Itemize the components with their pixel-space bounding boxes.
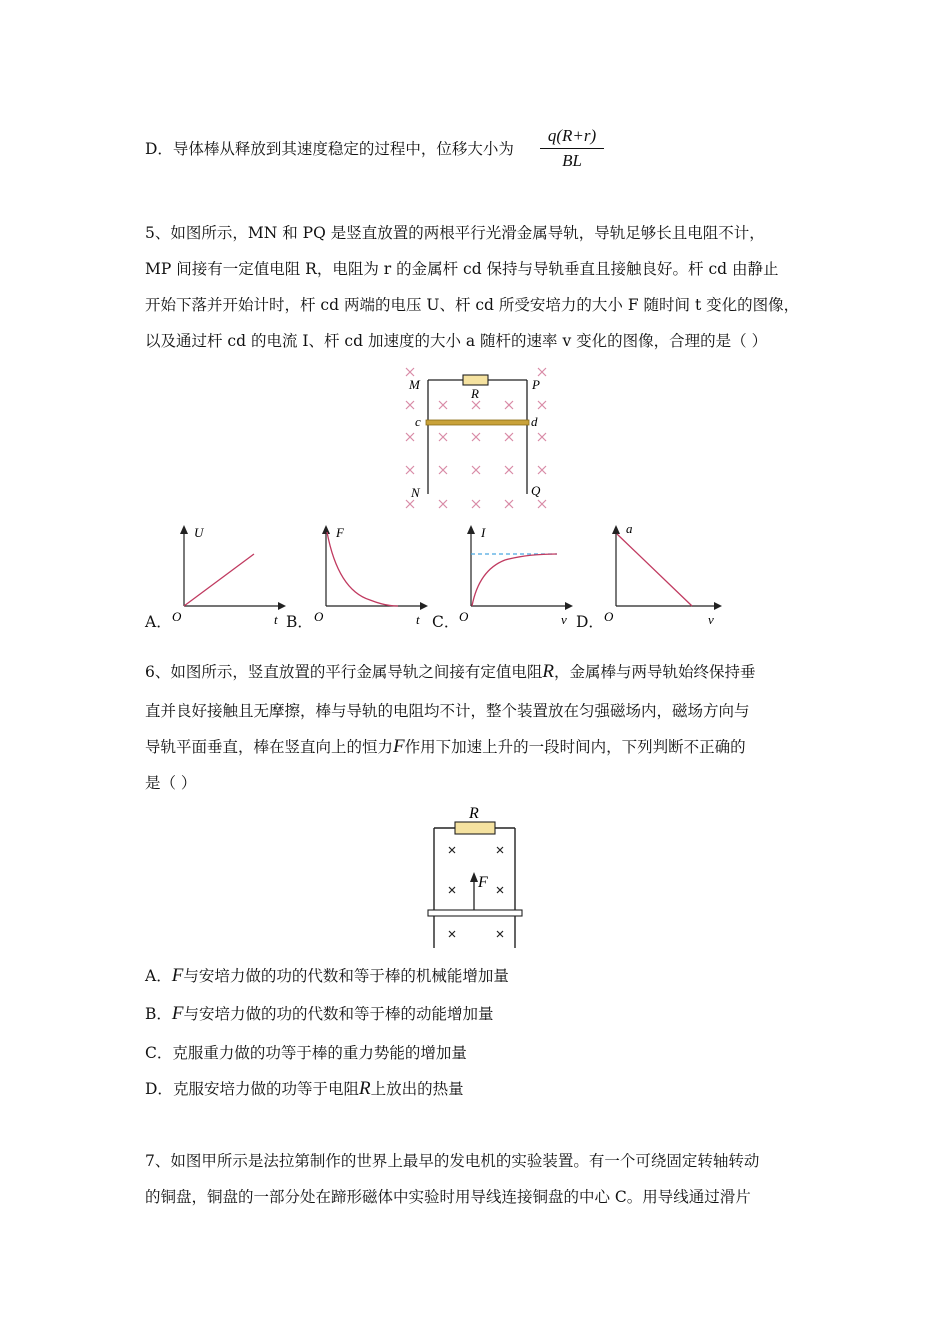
field-cross — [406, 500, 414, 508]
field-cross — [538, 401, 546, 409]
field-cross — [439, 466, 447, 474]
q5-rail-figure — [400, 362, 560, 517]
q4-fraction-denominator: BL — [562, 151, 582, 170]
q5-label-n: N — [411, 485, 420, 500]
q6-option-a-label: A． — [145, 967, 172, 985]
field-cross — [538, 500, 546, 508]
q4-option-d-text: D．导体棒从释放到其速度稳定的过程中，位移大小为 — [145, 140, 514, 158]
q5-rod-cd — [426, 420, 529, 425]
q5-option-c-label: C． — [432, 613, 460, 631]
q6-line-3-pre: 导轨平面垂直，棒在竖直向上的恒力 — [145, 738, 394, 756]
q6-line-3 — [145, 737, 746, 757]
q5-graph-d-origin: O — [604, 609, 614, 624]
q6-option-a-var: F — [171, 965, 184, 986]
q5-graph-a-xlabel: t — [274, 612, 278, 627]
q7-line-2: 的铜盘，铜盘的一部分处在蹄形磁体中实验时用导线连接铜盘的中心 C。用导线通过滑片 — [145, 1188, 751, 1206]
q6-option-c — [145, 1043, 467, 1063]
q6-line-3-post: 作用下加速上升的一段时间内，下列判断不正确的 — [404, 738, 746, 756]
q5-graph-c-curve — [472, 554, 557, 606]
field-cross — [406, 466, 414, 474]
q6-option-c-label: C． — [145, 1044, 173, 1062]
q5-graph-d-xlabel: v — [708, 612, 714, 627]
field-cross — [505, 500, 513, 508]
q6-line-1 — [145, 662, 756, 682]
field-cross — [406, 433, 414, 441]
field-cross — [505, 466, 513, 474]
q6-option-d-label: D． — [145, 1080, 173, 1098]
q6-figure — [422, 800, 532, 950]
q5-graph-c-origin: O — [459, 609, 469, 624]
q6-rod — [428, 910, 522, 916]
q4-option-d — [145, 139, 514, 159]
q5-graph-d-curve — [617, 534, 692, 606]
q5-graph-b-ylabel: F — [336, 525, 344, 540]
q5-option-b-label: B． — [286, 613, 313, 631]
q6-line-4: 是（ ） — [145, 774, 197, 792]
field-cross — [439, 433, 447, 441]
q6-option-d — [145, 1079, 464, 1099]
q6-option-d-var: R — [358, 1078, 371, 1099]
q5-resistor — [463, 375, 488, 385]
q6-line-1-var: R — [542, 661, 554, 682]
q5-graph-a-ylabel: U — [194, 525, 204, 540]
field-cross — [472, 500, 480, 508]
field-cross — [538, 466, 546, 474]
field-cross — [406, 401, 414, 409]
q5-option-a-label: A． — [145, 613, 172, 631]
q5-label-q: Q — [531, 483, 541, 498]
field-cross — [439, 500, 447, 508]
q5-graph-c — [455, 520, 575, 630]
field-cross — [538, 433, 546, 441]
q6-line-2: 直并良好接触且无摩擦，棒与导轨的电阻均不计，整个装置放在匀强磁场内，磁场方向与 — [145, 702, 750, 720]
field-cross — [538, 368, 546, 376]
q5-label-m: M — [409, 377, 420, 392]
q6-option-b-text: 与安培力做的功的代数和等于棒的动能增加量 — [183, 1005, 494, 1023]
field-cross — [406, 368, 414, 376]
q6-option-a-text: 与安培力做的功的代数和等于棒的机械能增加量 — [183, 967, 509, 985]
q6-magnetic-field-crosses — [449, 847, 503, 937]
q6-option-b — [145, 1004, 494, 1024]
q5-label-r: R — [471, 386, 479, 401]
q6-label-f: F — [478, 874, 488, 891]
q5-label-p: P — [532, 377, 540, 392]
q5-line-3: 开始下落并开始计时，杆 cd 两端的电压 U、杆 cd 所受安培力的大小 F 随时间 t 变化的图像， — [145, 296, 800, 314]
q6-option-d-text-2: 上放出的热量 — [370, 1080, 464, 1098]
field-cross — [505, 433, 513, 441]
q4-fraction-bar — [540, 148, 604, 149]
q5-graph-b-xlabel: t — [416, 612, 420, 627]
q6-line-1-post: ，金属棒与两导轨始终保持垂 — [553, 663, 756, 681]
q5-graph-b — [310, 520, 430, 630]
q4-fraction — [540, 126, 604, 171]
q6-option-c-text: 克服重力做的功等于棒的重力势能的增加量 — [172, 1044, 467, 1062]
q5-option-d-label: D． — [576, 613, 604, 631]
q5-graph-d — [600, 520, 724, 630]
q6-resistor — [455, 822, 495, 834]
q6-option-b-var: F — [171, 1003, 184, 1024]
q6-option-a — [145, 966, 509, 986]
q7-line-1: 7、如图甲所示是法拉第制作的世界上最早的发电机的实验装置。有一个可绕固定转轴转动 — [145, 1152, 760, 1170]
q5-line-2: MP 间接有一定值电阻 R，电阻为 r 的金属杆 cd 保持与导轨垂直且接触良好。杆 cd 由静止 — [145, 260, 779, 278]
q6-line-1-pre: 6、如图所示，竖直放置的平行金属导轨之间接有定值电阻 — [145, 663, 543, 681]
field-cross — [505, 401, 513, 409]
q5-line-4: 以及通过杆 cd 的电流 I、杆 cd 加速度的大小 a 随杆的速率 v 变化的图像，合理的是（ ） — [145, 332, 768, 350]
q5-graph-c-ylabel: I — [481, 525, 486, 540]
q5-graph-a-origin: O — [172, 609, 182, 624]
q5-graph-c-xlabel: v — [561, 612, 567, 627]
q6-label-r: R — [469, 805, 479, 822]
field-cross — [439, 401, 447, 409]
q4-fraction-numerator: q(R+r) — [547, 126, 597, 145]
q6-option-b-label: B． — [145, 1005, 172, 1023]
field-cross — [472, 433, 480, 441]
q5-label-d: d — [531, 414, 538, 429]
q5-graph-a — [168, 520, 288, 630]
q5-graph-b-curve — [327, 532, 398, 606]
q6-line-3-var: F — [393, 736, 405, 757]
q6-option-d-text: 克服安培力做的功等于电阻 — [172, 1080, 359, 1098]
field-cross — [472, 401, 480, 409]
q5-line-1: 5、如图所示，MN 和 PQ 是竖直放置的两根平行光滑金属导轨，导轨足够长且电阻不计， — [145, 224, 765, 242]
q5-graph-b-origin: O — [314, 609, 324, 624]
field-cross — [472, 466, 480, 474]
q5-label-c: c — [415, 414, 421, 429]
q5-graph-a-curve — [184, 554, 254, 606]
q5-graph-d-ylabel: a — [626, 521, 633, 536]
